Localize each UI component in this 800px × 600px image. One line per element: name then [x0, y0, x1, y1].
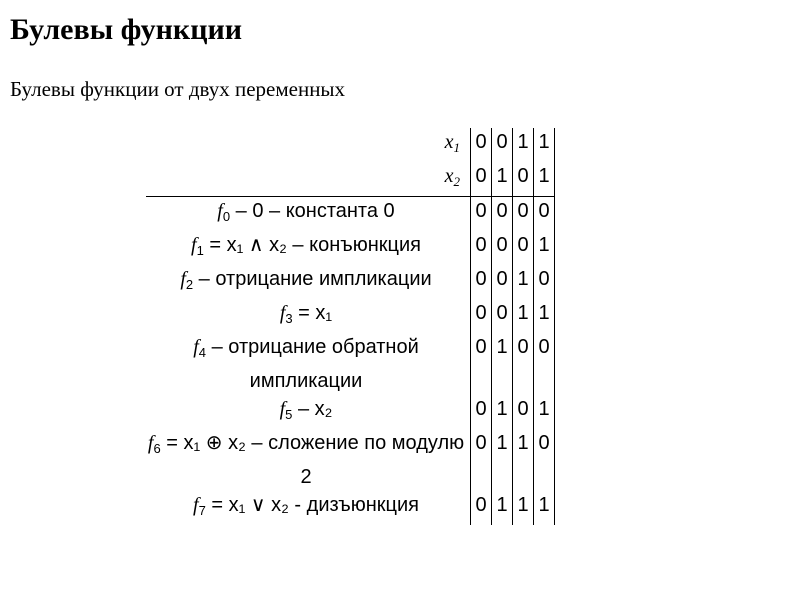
function-description: = x₁ ∨ x₂ - дизъюнкция — [205, 494, 419, 516]
truth-value: 1 — [513, 429, 534, 491]
table-row — [146, 395, 555, 429]
table-row — [146, 231, 555, 265]
function-description: = x₁ — [292, 302, 333, 324]
function-description: – x₂ — [292, 398, 333, 420]
header-value: 0 — [471, 128, 492, 162]
variable-index: 1 — [453, 140, 460, 155]
function-label — [146, 197, 471, 232]
function-label — [146, 231, 471, 265]
truth-value: 0 — [534, 197, 555, 232]
header-label-x1 — [146, 128, 471, 162]
header-value: 1 — [534, 162, 555, 197]
function-name: f — [191, 234, 197, 256]
function-name: f — [147, 432, 154, 454]
function-index: 5 — [285, 407, 293, 422]
truth-value: 0 — [492, 299, 513, 333]
function-name: f — [193, 494, 199, 516]
truth-value: 1 — [492, 429, 513, 491]
function-index: 4 — [198, 345, 207, 360]
function-index: 3 — [285, 311, 293, 326]
truth-value: 1 — [513, 491, 534, 525]
function-description: = x₁ ⊕ x₂ – сложение по модулю 2 — [160, 432, 465, 488]
truth-value: 1 — [492, 333, 513, 395]
function-description: = x₁ ∧ x₂ – конъюнкция — [203, 234, 421, 256]
table-row — [146, 429, 555, 491]
truth-value: 0 — [492, 197, 513, 232]
truth-value: 0 — [471, 395, 492, 429]
truth-value: 0 — [471, 265, 492, 299]
header-label-x2 — [146, 162, 471, 197]
truth-value: 0 — [492, 231, 513, 265]
variable-name: x — [444, 131, 454, 153]
header-value: 0 — [492, 128, 513, 162]
function-index: 7 — [198, 503, 206, 518]
function-index: 0 — [222, 209, 231, 224]
header-value: 0 — [471, 162, 492, 197]
header-value: 0 — [513, 162, 534, 197]
function-name: f — [180, 268, 186, 290]
header-row-x1 — [146, 128, 555, 162]
table-row — [146, 265, 555, 299]
truth-value: 0 — [513, 197, 534, 232]
truth-value: 0 — [471, 333, 492, 395]
variable-name: x — [444, 165, 454, 187]
truth-table — [146, 128, 555, 525]
truth-value: 0 — [513, 333, 534, 395]
truth-value: 1 — [513, 299, 534, 333]
truth-value: 0 — [471, 491, 492, 525]
function-name: f — [193, 336, 199, 358]
function-index: 1 — [196, 243, 204, 258]
function-name: f — [279, 398, 286, 420]
truth-value: 0 — [534, 333, 555, 395]
function-label — [146, 491, 471, 525]
truth-value: 1 — [513, 265, 534, 299]
truth-value: 0 — [471, 429, 492, 491]
function-label — [146, 429, 471, 491]
truth-value: 1 — [534, 299, 555, 333]
function-description: – 0 – константа 0 — [230, 200, 395, 222]
header-row-x2 — [146, 162, 555, 197]
truth-value: 0 — [534, 265, 555, 299]
function-index: 6 — [153, 441, 161, 456]
truth-value: 0 — [492, 265, 513, 299]
table-row — [146, 197, 555, 232]
function-description: – отрицание обратной импликации — [206, 336, 419, 392]
truth-value: 0 — [471, 197, 492, 232]
function-description: – отрицание импликации — [193, 268, 432, 290]
table-row — [146, 299, 555, 333]
header-value: 1 — [513, 128, 534, 162]
function-label — [146, 395, 471, 429]
truth-value: 1 — [534, 231, 555, 265]
table-row — [146, 333, 555, 395]
function-name: f — [279, 302, 286, 324]
truth-value: 1 — [492, 395, 513, 429]
function-label — [146, 333, 471, 395]
header-value: 1 — [534, 128, 555, 162]
function-index: 2 — [185, 277, 194, 292]
truth-value: 0 — [513, 231, 534, 265]
truth-value: 0 — [534, 429, 555, 491]
page-title: Булевы функции — [10, 13, 243, 46]
header-value: 1 — [492, 162, 513, 197]
function-label — [146, 265, 471, 299]
truth-value: 0 — [471, 299, 492, 333]
truth-value: 1 — [534, 395, 555, 429]
truth-value: 1 — [492, 491, 513, 525]
table-row — [146, 491, 555, 525]
truth-value: 0 — [471, 231, 492, 265]
function-name: f — [217, 200, 223, 222]
truth-value: 0 — [513, 395, 534, 429]
page-subtitle: Булевы функции от двух переменных — [10, 77, 346, 101]
variable-index: 2 — [453, 174, 460, 189]
function-label — [146, 299, 471, 333]
truth-value: 1 — [534, 491, 555, 525]
